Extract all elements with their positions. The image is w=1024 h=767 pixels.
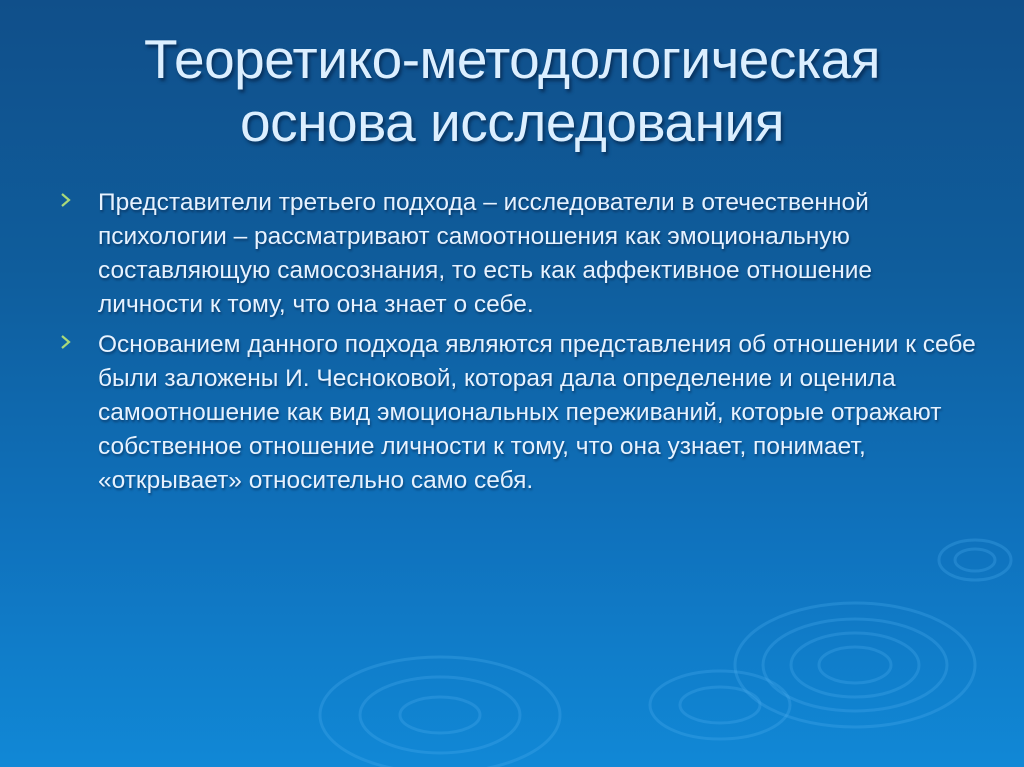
title-line-1: Теоретико-методологическая bbox=[144, 28, 880, 90]
title-line-2: основа исследования bbox=[240, 91, 784, 153]
bullet-list bbox=[58, 186, 978, 504]
bullet-text: Представители третьего подхода – исследователи в отечественной психологии – рассматривают самоотношения как эмоциональную составляющую самосознания, то есть как аффективное отношение личности к тому, что она знает о себе. bbox=[98, 189, 873, 318]
chevron-right-icon bbox=[58, 332, 74, 352]
slide-title bbox=[20, 28, 1004, 154]
bullet-text: Основанием данного подхода являются представления об отношении к себе были заложены И. Чесноковой, которая дала определение и оценила самоотношение как вид эмоциональных переживаний, которые отражают собственное отношение личности к тому, что она узнает, понимает, «открывает» относительно само себя. bbox=[98, 331, 976, 494]
chevron-right-icon bbox=[58, 190, 74, 210]
bullet-item bbox=[58, 186, 978, 322]
bullet-item bbox=[58, 328, 978, 498]
